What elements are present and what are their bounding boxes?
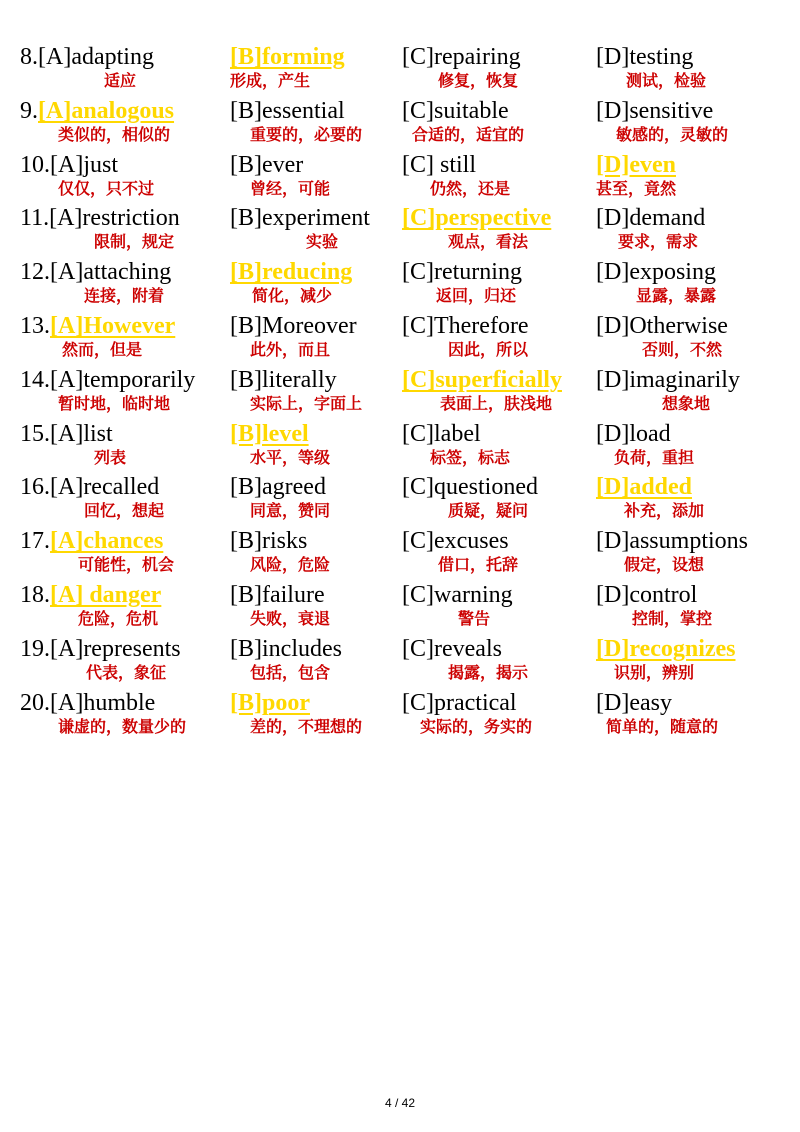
chinese-translation: 限制，规定 bbox=[94, 232, 175, 252]
correct-answer-option: [B]forming bbox=[230, 44, 345, 70]
question-row bbox=[0, 365, 800, 419]
question-row bbox=[0, 634, 800, 688]
chinese-translation: 差的，不理想的 bbox=[250, 716, 363, 736]
chinese-translation: 曾经，可能 bbox=[250, 178, 331, 198]
correct-answer-option: [A]chances bbox=[50, 528, 164, 555]
chinese-translation: 代表，象征 bbox=[86, 662, 167, 682]
option-text: [C]questioned bbox=[402, 474, 538, 501]
correct-answer-option: [D]even bbox=[596, 151, 676, 178]
option-text: [D]demand bbox=[596, 205, 706, 232]
option-text: 10.[A]just bbox=[20, 151, 118, 178]
chinese-translation: 揭露，揭示 bbox=[448, 662, 529, 682]
option-text: [C] still bbox=[402, 151, 477, 178]
question-row bbox=[0, 688, 800, 742]
option-text: [D]Otherwise bbox=[596, 313, 728, 339]
option-text: [C]returning bbox=[402, 259, 522, 286]
option-text: 15.[A]list bbox=[20, 420, 113, 447]
question-row bbox=[0, 203, 800, 257]
chinese-translation: 重要的，必要的 bbox=[250, 124, 363, 144]
option-text: 14.[A]temporarily bbox=[20, 366, 196, 393]
question-number: 9. bbox=[20, 97, 38, 124]
chinese-translation: 甚至，竟然 bbox=[596, 178, 677, 198]
chinese-translation: 控制，掌控 bbox=[632, 609, 713, 628]
option-text: [B]risks bbox=[230, 528, 308, 555]
option-text bbox=[20, 96, 174, 126]
option-text: [C]suitable bbox=[402, 97, 509, 124]
chinese-translation: 连接，附着 bbox=[84, 286, 165, 306]
chinese-translation: 仍然，还是 bbox=[430, 178, 511, 198]
option-text: [D]exposing bbox=[596, 259, 716, 286]
option-text: [C]Therefore bbox=[402, 313, 529, 339]
chinese-translation: 想象地 bbox=[662, 393, 711, 413]
option-text: [D]load bbox=[596, 420, 671, 447]
question-row bbox=[0, 580, 800, 634]
question-row bbox=[0, 311, 800, 365]
page-number: 4 / 42 bbox=[384, 1096, 416, 1110]
chinese-translation: 否则，不然 bbox=[642, 340, 723, 359]
option-text bbox=[20, 311, 175, 341]
option-text: 19.[A]represents bbox=[20, 635, 181, 662]
chinese-translation: 类似的，相似的 bbox=[58, 124, 171, 144]
option-text: 16.[A]recalled bbox=[20, 474, 160, 501]
option-text bbox=[20, 526, 163, 556]
question-row bbox=[0, 526, 800, 580]
chinese-translation: 质疑，疑问 bbox=[448, 501, 529, 521]
correct-answer-option: [D]added bbox=[596, 474, 693, 501]
chinese-translation: 简单的，随意的 bbox=[606, 716, 719, 736]
chinese-translation: 测试，检验 bbox=[626, 71, 707, 90]
chinese-translation: 形成，产生 bbox=[230, 71, 311, 90]
chinese-translation: 负荷，重担 bbox=[614, 447, 695, 467]
option-text: [C]warning bbox=[402, 582, 513, 608]
chinese-translation: 假定，设想 bbox=[624, 555, 705, 575]
chinese-translation: 要求，需求 bbox=[618, 232, 699, 252]
chinese-translation: 包括，包含 bbox=[250, 662, 331, 682]
option-text bbox=[20, 580, 161, 610]
chinese-translation: 危险，危机 bbox=[78, 609, 159, 628]
chinese-translation: 同意，赞同 bbox=[250, 501, 331, 521]
option-text: 11.[A]restriction bbox=[20, 205, 180, 232]
question-row bbox=[0, 472, 800, 526]
option-text: 20.[A]humble bbox=[20, 689, 156, 716]
question-row bbox=[0, 150, 800, 204]
question-row bbox=[0, 96, 800, 150]
option-text: 8.[A]adapting bbox=[20, 44, 154, 70]
chinese-translation: 敏感的，灵敏的 bbox=[616, 124, 729, 144]
chinese-translation: 简化，减少 bbox=[252, 286, 333, 306]
chinese-translation: 然而，但是 bbox=[62, 340, 143, 359]
chinese-translation: 谦虚的，数量少的 bbox=[58, 716, 187, 736]
chinese-translation: 标签，标志 bbox=[430, 447, 511, 467]
option-text: [B]agreed bbox=[230, 474, 326, 501]
correct-answer-option: [C]superficially bbox=[402, 366, 562, 393]
question-number: 17. bbox=[20, 528, 50, 555]
option-text: [B]essential bbox=[230, 97, 345, 124]
correct-answer-option: [B]level bbox=[230, 420, 309, 447]
option-text: [C]practical bbox=[402, 689, 517, 716]
chinese-translation: 水平，等级 bbox=[250, 447, 331, 467]
chinese-translation: 仅仅，只不过 bbox=[58, 178, 155, 198]
option-text: [B]Moreover bbox=[230, 313, 357, 339]
chinese-translation: 修复，恢复 bbox=[438, 71, 519, 90]
correct-answer-option: [A]However bbox=[50, 313, 176, 339]
question-row bbox=[0, 419, 800, 473]
chinese-translation: 失败，衰退 bbox=[250, 609, 331, 628]
chinese-translation: 观点，看法 bbox=[448, 232, 529, 252]
option-text: [D]assumptions bbox=[596, 528, 748, 555]
option-text: [C]label bbox=[402, 420, 481, 447]
option-text: [D]testing bbox=[596, 44, 694, 70]
option-text: [D]imaginarily bbox=[596, 366, 740, 393]
chinese-translation: 列表 bbox=[94, 447, 127, 467]
chinese-translation: 显露，暴露 bbox=[636, 286, 717, 306]
option-text: [C]reveals bbox=[402, 635, 502, 662]
option-text: [B]experiment bbox=[230, 205, 370, 232]
correct-answer-option: [D]recognizes bbox=[596, 635, 736, 662]
option-text: 12.[A]attaching bbox=[20, 259, 172, 286]
option-text: [D]easy bbox=[596, 689, 672, 716]
chinese-translation: 表面上，肤浅地 bbox=[440, 393, 553, 413]
chinese-translation: 因此，所以 bbox=[448, 340, 529, 359]
chinese-translation: 返回，归还 bbox=[436, 286, 517, 306]
chinese-translation: 适应 bbox=[104, 71, 137, 90]
option-text: [B]ever bbox=[230, 151, 304, 178]
option-text: [C]excuses bbox=[402, 528, 509, 555]
question-row bbox=[0, 42, 800, 96]
option-text: [D]control bbox=[596, 582, 698, 608]
chinese-translation: 可能性，机会 bbox=[78, 555, 175, 575]
chinese-translation: 实验 bbox=[306, 232, 339, 252]
question-number: 18. bbox=[20, 582, 50, 608]
chinese-translation: 此外，而且 bbox=[250, 340, 331, 359]
option-text: [B]includes bbox=[230, 635, 342, 662]
option-text: [C]repairing bbox=[402, 44, 521, 70]
chinese-translation: 风险，危险 bbox=[250, 555, 331, 575]
option-text: [D]sensitive bbox=[596, 97, 714, 124]
option-text: [B]failure bbox=[230, 582, 325, 608]
correct-answer-option: [A]analogous bbox=[38, 97, 175, 124]
correct-answer-option: [B]reducing bbox=[230, 259, 353, 286]
option-text: [B]literally bbox=[230, 366, 337, 393]
chinese-translation: 回忆，想起 bbox=[84, 501, 165, 521]
chinese-translation: 合适的，适宜的 bbox=[412, 124, 525, 144]
chinese-translation: 实际上，字面上 bbox=[250, 393, 363, 413]
correct-answer-option: [A] danger bbox=[50, 582, 162, 608]
correct-answer-option: [C]perspective bbox=[402, 205, 552, 232]
chinese-translation: 借口，托辞 bbox=[438, 555, 519, 575]
question-row bbox=[0, 257, 800, 311]
question-number: 13. bbox=[20, 313, 50, 339]
chinese-translation: 警告 bbox=[458, 609, 491, 628]
chinese-translation: 暂时地，临时地 bbox=[58, 393, 171, 413]
chinese-translation: 识别，辨别 bbox=[614, 662, 695, 682]
chinese-translation: 补充，添加 bbox=[624, 501, 705, 521]
chinese-translation: 实际的，务实的 bbox=[420, 716, 533, 736]
correct-answer-option: [B]poor bbox=[230, 689, 310, 716]
